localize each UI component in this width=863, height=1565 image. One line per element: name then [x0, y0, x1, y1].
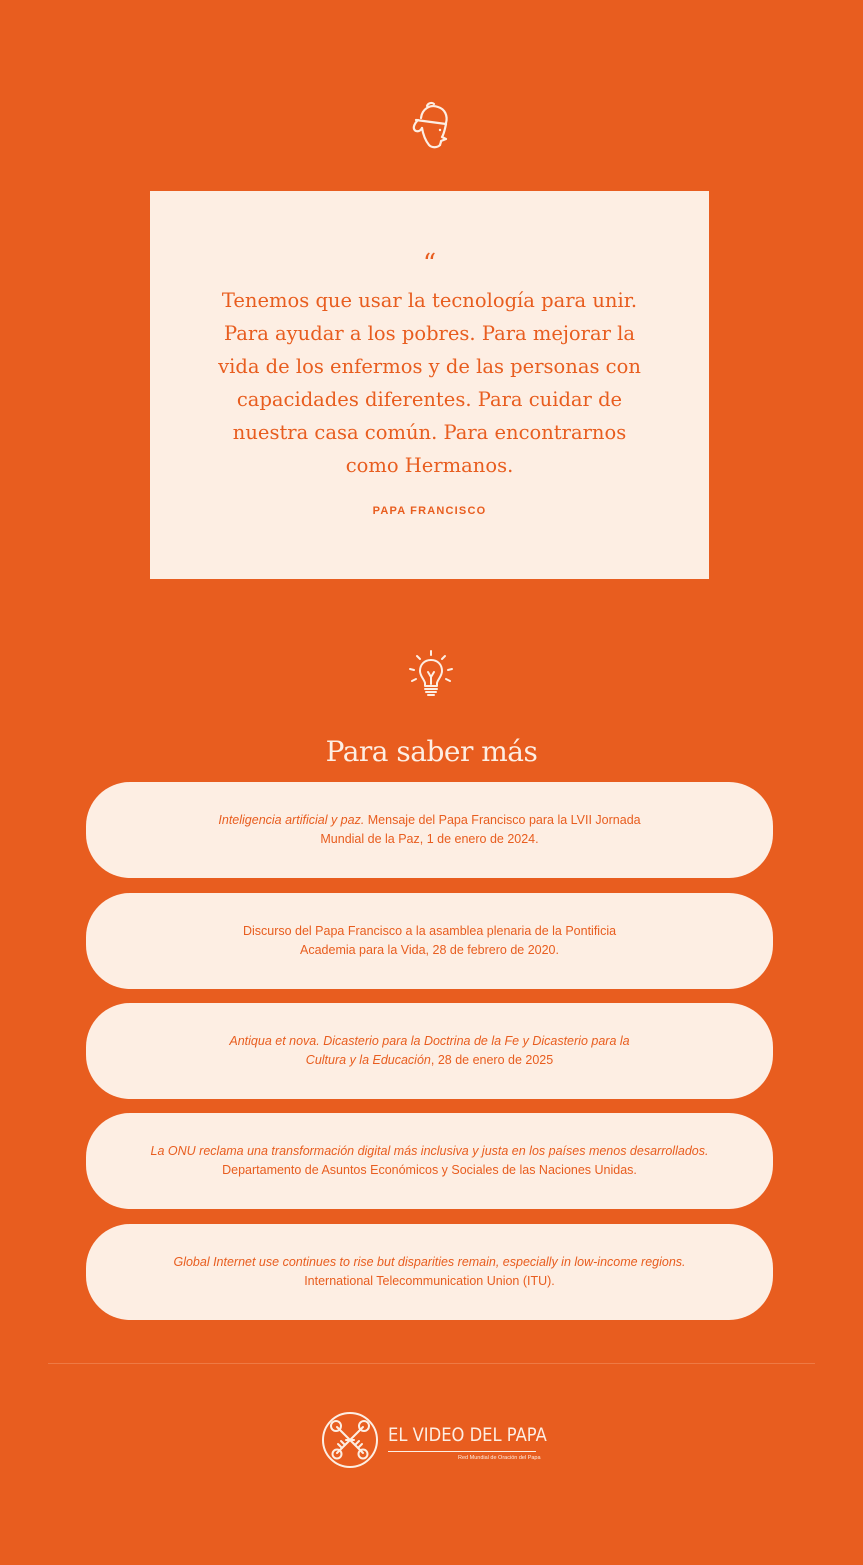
resource-title: Global Internet use continues to rise but disparities remain, especially in low-income regions. — [173, 1254, 686, 1269]
quote-line: Tenemos que usar la tecnología para unir. — [221, 289, 638, 312]
resource-card[interactable] — [86, 893, 773, 989]
resource-line-1 — [173, 1253, 685, 1273]
quote-author: PAPA FRANCISCO — [372, 505, 487, 517]
resource-title-continued: Cultura y la Educación — [305, 1053, 431, 1067]
quote-line: nuestra casa común. Para encontrarnos — [232, 421, 627, 444]
logo-title: EL VIDEO DEL PAPA — [388, 1424, 547, 1446]
resource-line-1 — [229, 1032, 629, 1052]
resource-title: Antiqua et nova. Dicasterio para la Doctrina de la Fe y Dicasterio para la — [229, 1033, 630, 1048]
keys-logo-icon — [320, 1410, 380, 1470]
resource-line-2 — [306, 1051, 553, 1071]
section-title: Para saber más — [325, 735, 538, 769]
logo-rule — [388, 1451, 536, 1452]
resource-date: , 28 de enero de 2025 — [430, 1053, 554, 1067]
resource-card[interactable] — [86, 1224, 773, 1320]
quote-line: vida de los enfermos y de las personas con — [218, 355, 641, 378]
footer-logo[interactable] — [320, 1410, 547, 1474]
quote-mark: “ — [422, 249, 437, 279]
resource-card[interactable] — [86, 1113, 773, 1209]
logo-subtitle: Red Mundial de Oración del Papa — [458, 1455, 541, 1461]
quote-line: capacidades diferentes. Para cuidar de — [236, 388, 623, 411]
resource-line-1 — [151, 1142, 709, 1162]
resource-description: Mensaje del Papa Francisco para la LVII Jornada — [364, 812, 641, 827]
footer-divider — [48, 1363, 815, 1364]
quote-card — [150, 191, 709, 579]
pope-head-icon — [400, 96, 462, 156]
resource-line-2: Mundial de la Paz, 1 de enero de 2024. — [320, 832, 539, 846]
resource-line-1 — [218, 811, 640, 831]
resource-line-2: International Telecommunication Union (ITU). — [304, 1274, 555, 1288]
quote-line: Para ayudar a los pobres. Para mejorar la — [224, 322, 635, 345]
quote-text — [190, 284, 669, 482]
resource-line-1: Discurso del Papa Francisco a la asamblea plenaria de la Pontificia — [242, 923, 617, 938]
resource-title: La ONU reclama una transformación digital más inclusiva y justa en los países menos desarrollados. — [150, 1143, 709, 1158]
resource-title: Inteligencia artificial y paz. — [218, 812, 365, 827]
lightbulb-icon — [403, 648, 459, 704]
resource-line-2: Academia para la Vida, 28 de febrero de 2020. — [300, 943, 559, 957]
resource-line-2: Departamento de Asuntos Económicos y Sociales de las Naciones Unidas. — [222, 1163, 637, 1177]
quote-line: como Hermanos. — [345, 454, 514, 477]
resource-card[interactable] — [86, 782, 773, 878]
resource-card[interactable] — [86, 1003, 773, 1099]
